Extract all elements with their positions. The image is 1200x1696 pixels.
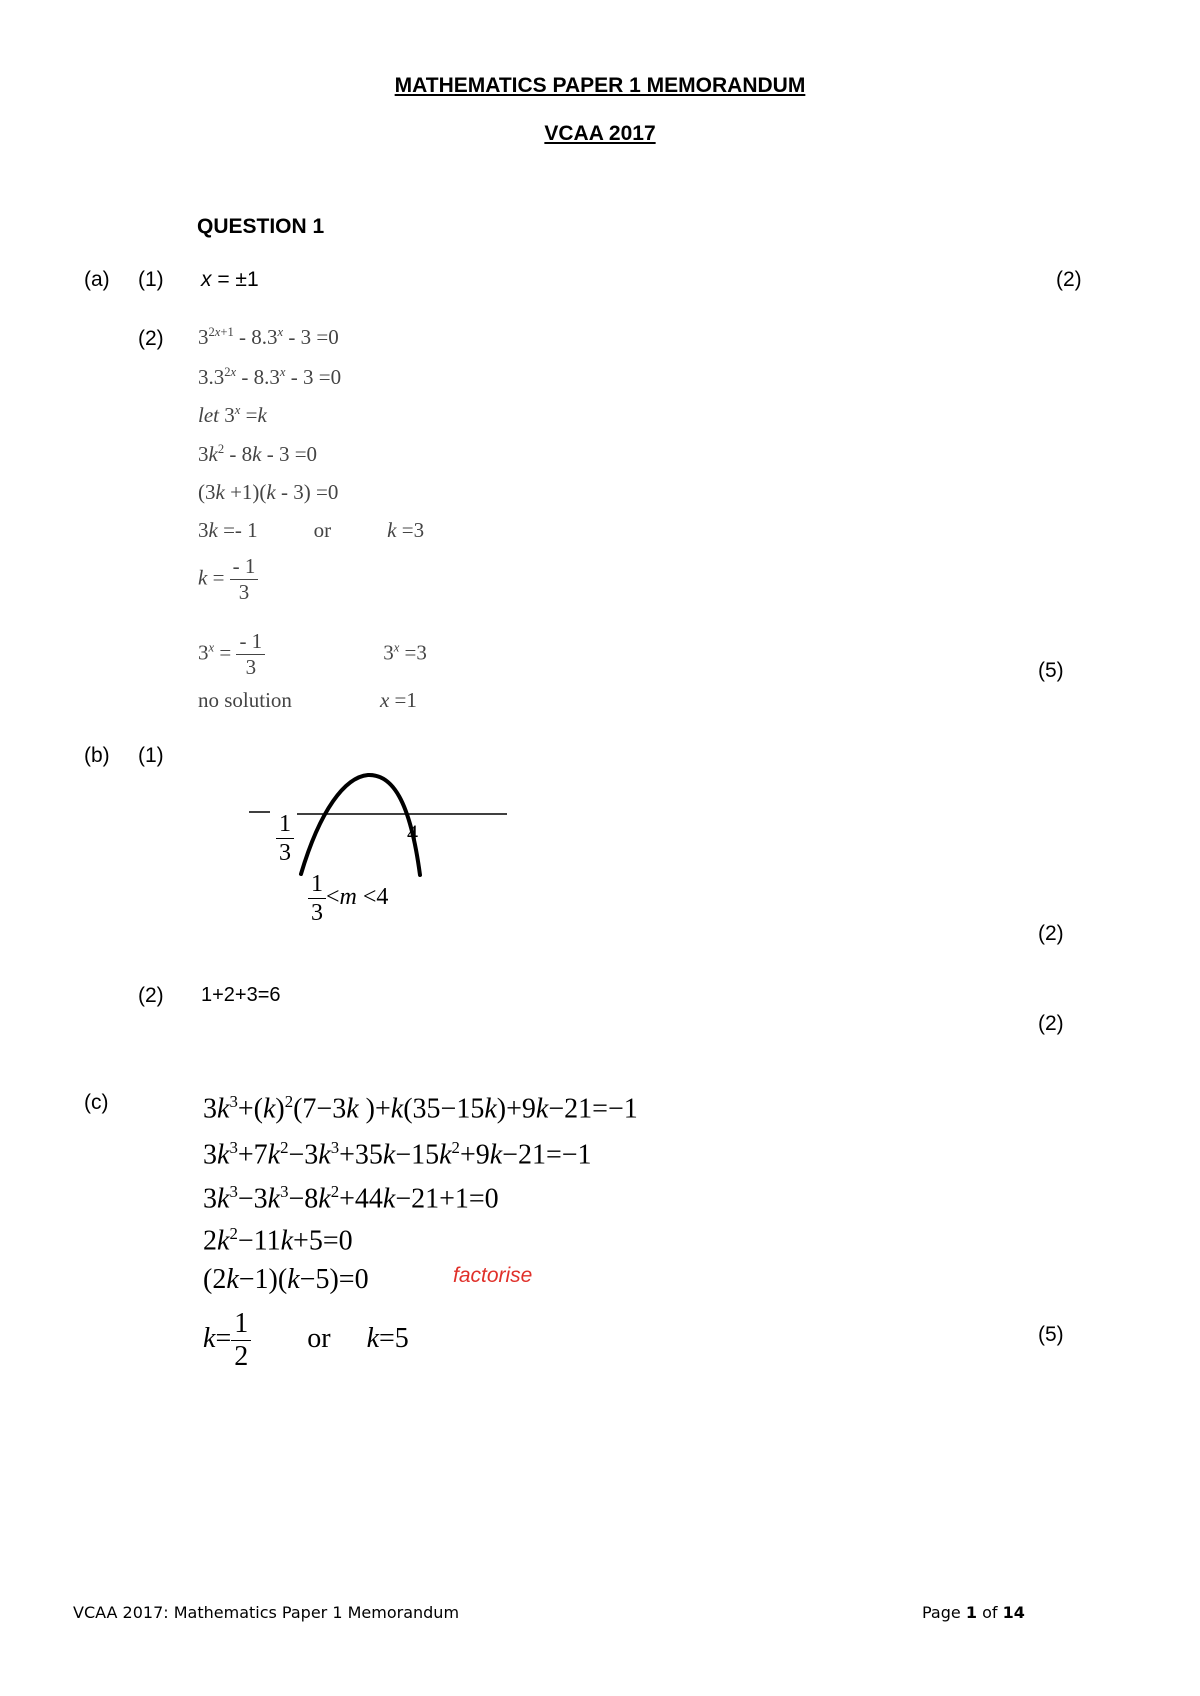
a2-line-4: $3k^2 - 8k - 3 =0$ <box>198 442 318 466</box>
part-b2-label: (2) <box>138 984 164 1007</box>
part-a1-label: (1) <box>138 268 164 291</box>
a2-line-3: let $3^x =k$ <box>198 403 267 427</box>
a2-line-8: $3^x$ = $\frac{- 1}{3}$ $3^x =3$ <box>198 629 427 679</box>
factorise-note: factorise <box>453 1264 533 1287</box>
c-line-4: $2k^2-11k+5=0$ <box>203 1224 353 1257</box>
sketch-right-root: 4 <box>407 820 418 845</box>
part-b-label: (b) <box>84 744 110 767</box>
part-a1-marks: (2) <box>1056 268 1082 291</box>
of-word: of <box>982 1603 998 1622</box>
part-b1-answer: $\frac{1}{3}$ <m <4 <box>308 872 388 925</box>
part-a-label: (a) <box>84 268 110 291</box>
part-b2-marks: (2) <box>1038 1012 1064 1035</box>
page-subtitle: VCAA 2017 <box>544 122 656 145</box>
part-b1-marks: (2) <box>1038 922 1064 945</box>
sketch-parabola <box>301 775 420 875</box>
page-indicator <box>922 1603 1025 1622</box>
a2-line-5: (3k +1)(k - 3) =0 <box>198 480 339 504</box>
part-a2-label: (2) <box>138 327 164 350</box>
part-b1-label: (1) <box>138 744 164 767</box>
part-c-marks: (5) <box>1038 1323 1064 1346</box>
page-number: 1 <box>965 1603 977 1622</box>
c-line-5: (2k−1)(k−5)=0 <box>203 1264 369 1295</box>
a2-line-6: 3k =- 1 or k =3 <box>198 518 425 542</box>
page-title: MATHEMATICS PAPER 1 MEMORANDUM <box>394 74 806 97</box>
part-c-label: (c) <box>84 1091 109 1114</box>
a2-line-7: k = $\frac{- 1}{3}$ <box>198 556 258 603</box>
a2-line-1: $3^{2x+1} - 8.3^x - 3 =0$ <box>198 325 339 349</box>
c-line-6: k= $\frac{1}{2}$ or k=5 <box>203 1308 409 1372</box>
question-heading: QUESTION 1 <box>197 215 325 238</box>
c-line-1: $3k^3+(k)^2(7-3k$ )+k(35−15k)+9k−21=−1 <box>203 1092 638 1125</box>
total-pages: 14 <box>1002 1603 1025 1622</box>
a2-line-2: $3.3^{2x} - 8.3^x - 3 =0$ <box>198 365 342 389</box>
page-word: Page <box>922 1603 961 1622</box>
sketch-left-root: $\frac{1}{3}$ <box>276 812 294 865</box>
c-line-2: $3k^3+7k^2-3k^3+35k-15k^2+9k-21=-1$ <box>203 1138 592 1171</box>
c-line-3: $3k^3-3k^3-8k^2+44k-21+1=0$ <box>203 1182 499 1215</box>
footer-left: VCAA 2017: Mathematics Paper 1 Memorandum <box>73 1603 460 1622</box>
a2-line-9: no solution x =1 <box>198 688 417 712</box>
part-b2-answer: 1+2+3=6 <box>201 984 281 1006</box>
part-a2-marks: (5) <box>1038 659 1064 682</box>
part-a1-answer: x = ±1 <box>201 268 259 291</box>
